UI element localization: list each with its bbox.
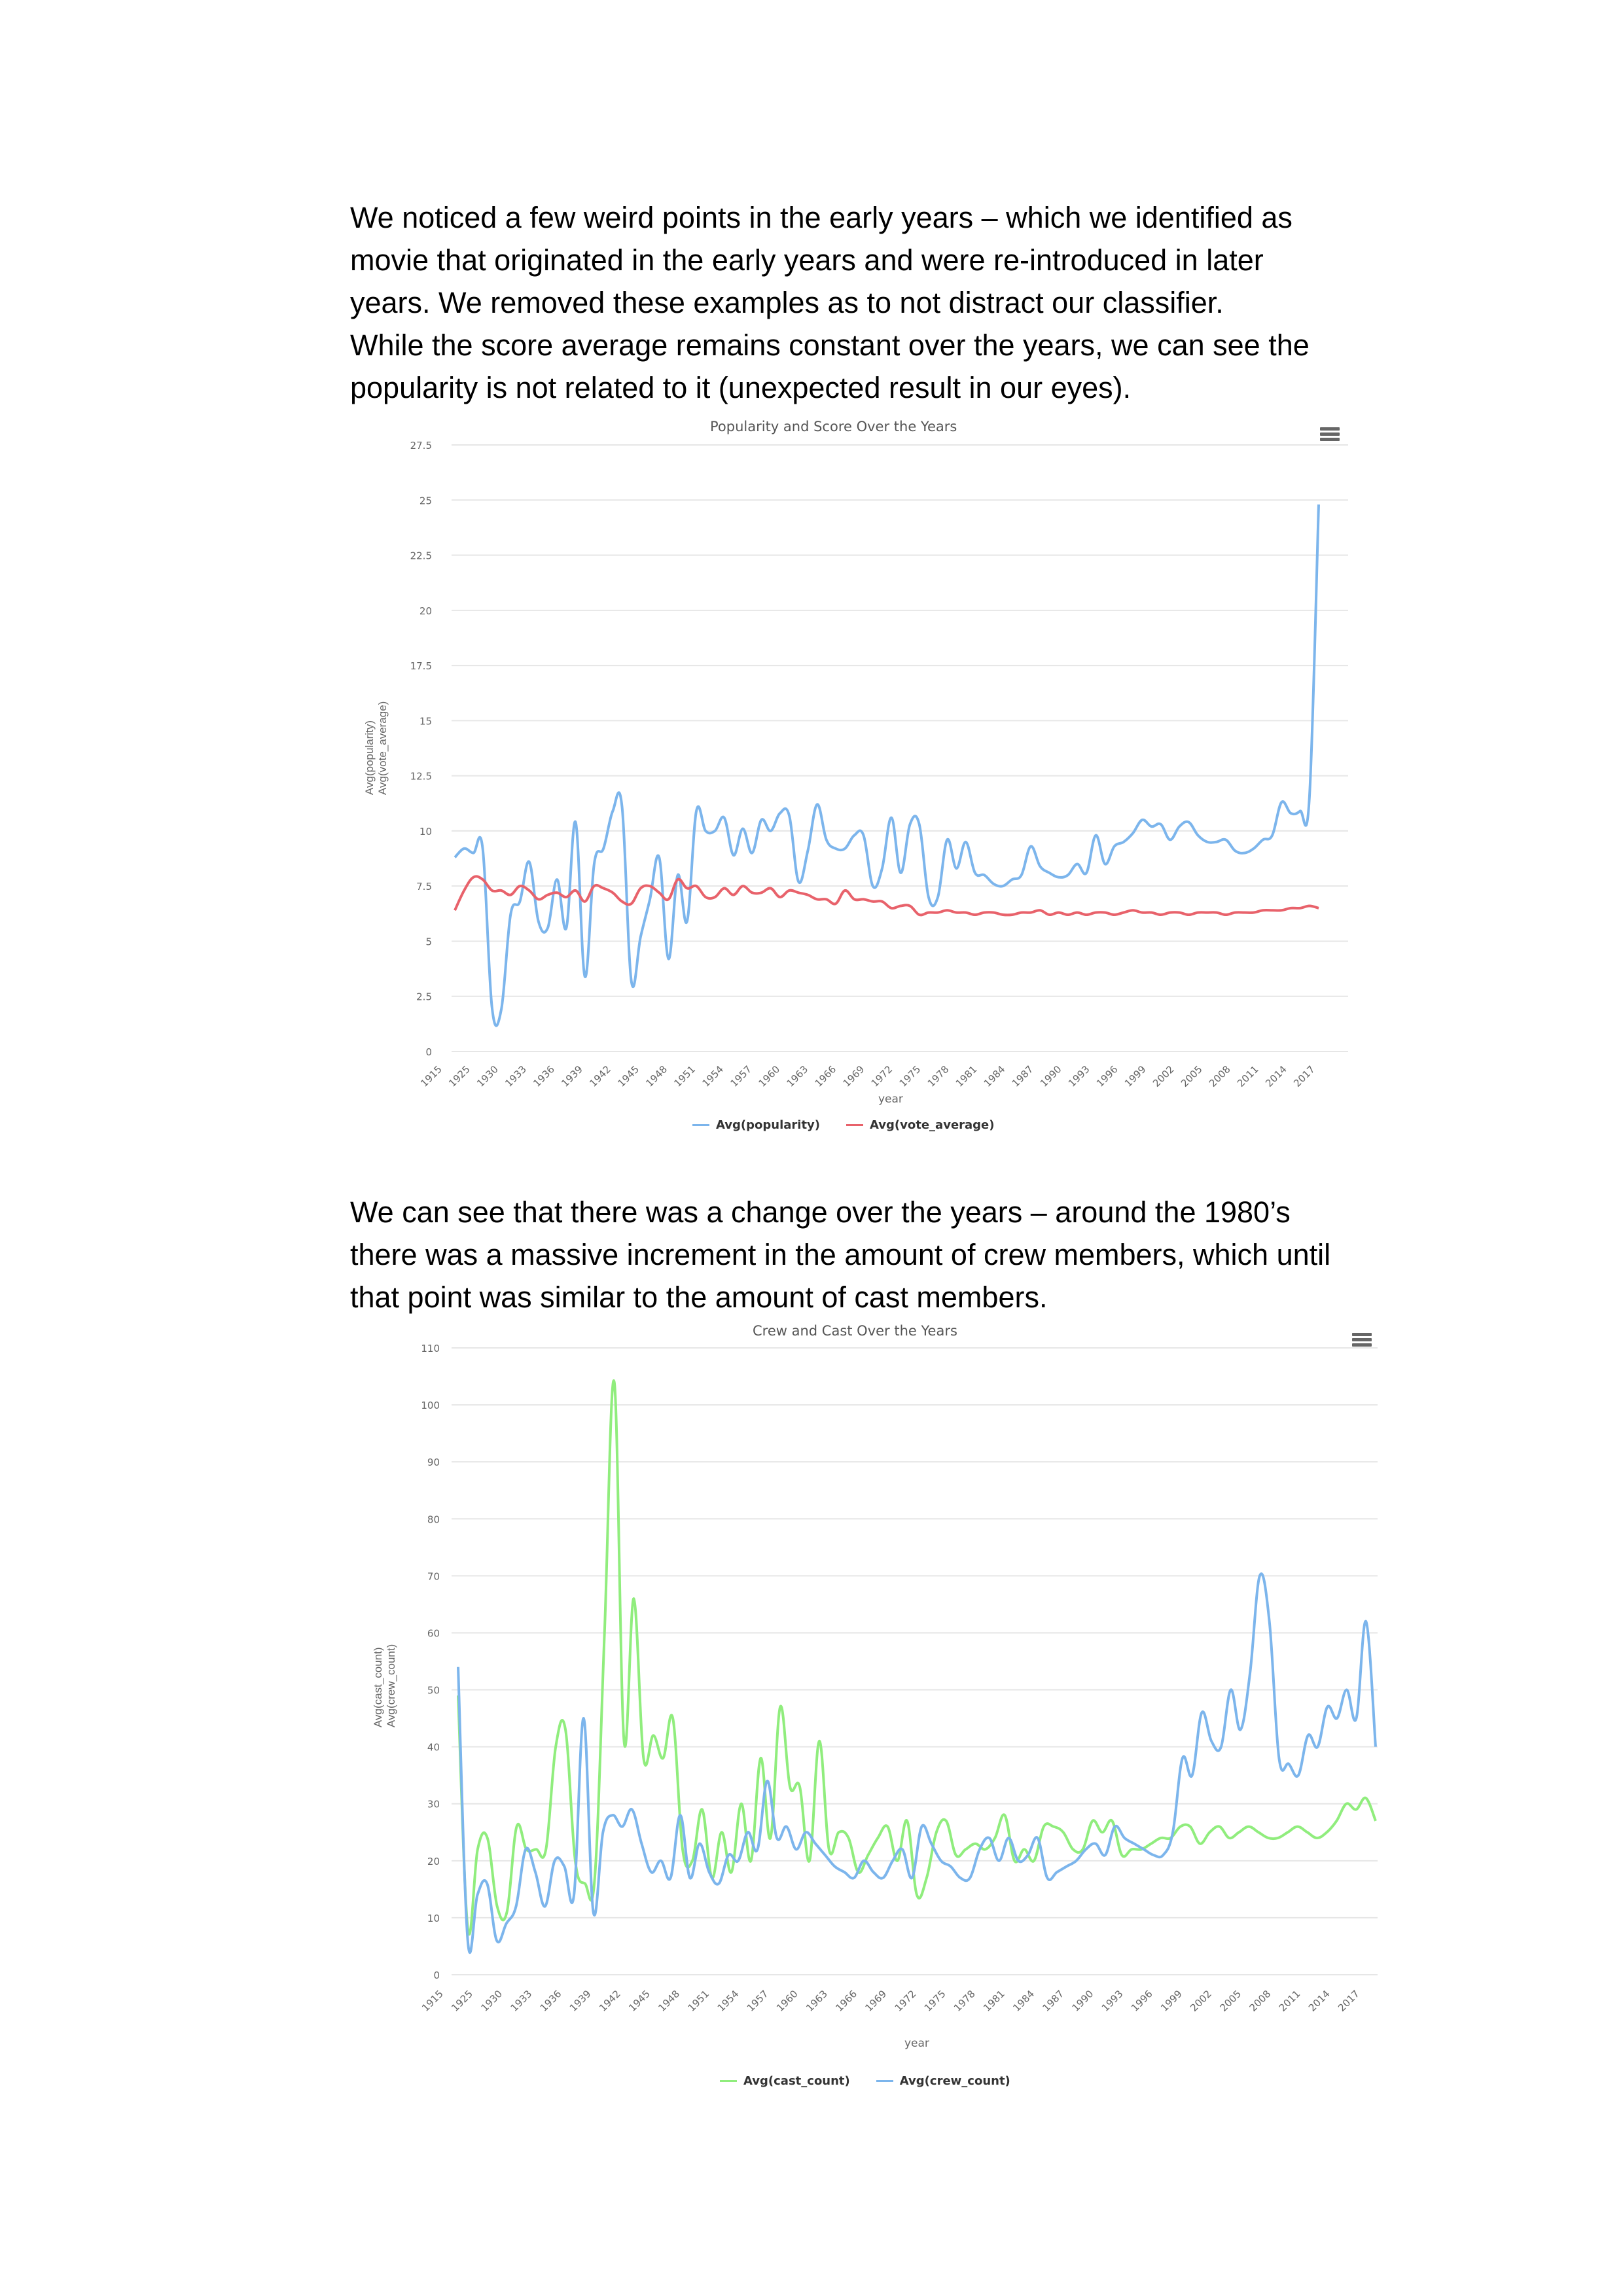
y-tick-label: 100	[421, 1400, 440, 1412]
y-tick-label: 40	[427, 1741, 440, 1754]
crew-line: that point was similar to the amount of cast members.	[350, 1280, 1048, 1314]
x-tick-label: 1990	[1069, 1988, 1096, 2014]
x-tick-label: 2017	[1291, 1063, 1317, 1089]
x-tick-label: 1972	[868, 1063, 895, 1089]
x-tick-label: 2005	[1217, 1988, 1244, 2014]
x-tick-label: 2002	[1188, 1988, 1215, 2014]
x-tick-label: 1942	[587, 1063, 614, 1089]
y-tick-label: 20	[419, 605, 432, 617]
x-tick-label: 1987	[1009, 1063, 1036, 1089]
x-tick-label: 1948	[656, 1988, 683, 2014]
chart-title: Popularity and Score Over the Years	[710, 419, 957, 434]
y-tick-label: 10	[419, 825, 432, 838]
y-tick-label: 2.5	[416, 991, 432, 1003]
x-tick-label: 1999	[1158, 1988, 1185, 2014]
x-axis-label: year	[878, 1093, 903, 1106]
y-tick-label: 27.5	[410, 440, 432, 451]
chart-title: Crew and Cast Over the Years	[753, 1323, 957, 1339]
y-tick-label: 80	[427, 1513, 440, 1526]
y-tick-label: 17.5	[410, 660, 432, 673]
x-tick-label: 1975	[897, 1063, 923, 1089]
x-tick-label: 1939	[559, 1063, 585, 1089]
intro-line: We noticed a few weird points in the early years – which we identified as	[350, 201, 1293, 234]
x-tick-label: 2002	[1150, 1063, 1177, 1089]
x-tick-label: 1993	[1099, 1988, 1126, 2014]
y-tick-label: 15	[419, 715, 432, 728]
y-tick-label: 60	[427, 1627, 440, 1640]
crew-line: there was a massive increment in the amount of crew members, which until	[350, 1238, 1331, 1271]
legend-label: Avg(crew_count)	[899, 2074, 1010, 2088]
legend-swatch	[876, 2080, 893, 2082]
x-tick-label: 1984	[981, 1063, 1008, 1089]
chart-legend	[720, 2074, 1010, 2088]
x-tick-label: 1969	[863, 1988, 889, 2014]
intro-line: movie that originated in the early years and were re-introduced in later	[350, 243, 1264, 277]
x-tick-label: 1957	[728, 1063, 755, 1089]
x-tick-label: 1954	[700, 1063, 726, 1089]
x-tick-label: 1915	[418, 1063, 444, 1089]
x-tick-label: 1975	[921, 1988, 948, 2014]
x-tick-label: 2017	[1336, 1988, 1362, 2014]
x-tick-label: 1933	[503, 1063, 529, 1089]
x-tick-label: 1963	[804, 1988, 830, 2014]
x-tick-label: 1954	[715, 1988, 741, 2014]
intro-line: years. We removed these examples as to not distract our classifier.	[350, 286, 1224, 319]
x-tick-label: 1978	[952, 1988, 978, 2014]
x-tick-label: 1969	[840, 1063, 867, 1089]
y-tick-label: 22.5	[410, 550, 432, 562]
x-tick-label: 1948	[643, 1063, 670, 1089]
x-tick-label: 1960	[774, 1988, 800, 2014]
x-tick-label: 1951	[685, 1988, 712, 2014]
intro-line: While the score average remains constant over the years, we can see the	[350, 328, 1310, 362]
y-tick-label: 5	[425, 936, 432, 948]
y-axis-label-line: Avg(cast_count)	[372, 1647, 384, 1727]
x-tick-label: 1963	[784, 1063, 811, 1089]
y-tick-label: 20	[427, 1855, 440, 1867]
x-tick-label: 2011	[1276, 1988, 1303, 2014]
y-axis-label-line: Avg(popularity)	[363, 720, 376, 795]
legend-label: Avg(vote_average)	[870, 1118, 995, 1132]
x-tick-label: 1984	[1010, 1988, 1037, 2014]
x-tick-label: 1993	[1065, 1063, 1092, 1089]
x-tick-label: 1990	[1037, 1063, 1064, 1089]
x-tick-label: 1999	[1122, 1063, 1149, 1089]
y-tick-label: 30	[427, 1798, 440, 1810]
crew-line: We can see that there was a change over the years – around the 1980’s	[350, 1195, 1291, 1229]
intro-line: popularity is not related to it (unexpected result in our eyes).	[350, 371, 1132, 404]
x-tick-label: 2008	[1207, 1063, 1233, 1089]
x-tick-label: 1936	[537, 1988, 564, 2014]
x-tick-label: 1951	[671, 1063, 698, 1089]
y-tick-label: 0	[425, 1046, 432, 1058]
y-axis-label-line: Avg(vote_average)	[376, 701, 389, 795]
legend-item-cast-count[interactable]	[720, 2074, 850, 2088]
x-tick-label: 1933	[508, 1988, 535, 2014]
y-tick-label: 7.5	[416, 881, 432, 893]
x-axis-label: year	[904, 2037, 929, 2050]
x-tick-label: 1945	[626, 1988, 652, 2014]
x-tick-label: 2014	[1263, 1063, 1289, 1089]
x-tick-label: 1978	[925, 1063, 952, 1089]
y-axis-label-line: Avg(crew_count)	[385, 1644, 397, 1727]
x-tick-label: 1972	[892, 1988, 919, 2014]
x-tick-label: 1930	[474, 1063, 501, 1089]
x-tick-label: 2011	[1235, 1063, 1261, 1089]
x-tick-label: 1981	[953, 1063, 980, 1089]
x-tick-label: 1996	[1128, 1988, 1155, 2014]
y-tick-label: 90	[427, 1457, 440, 1469]
legend-swatch	[720, 2080, 737, 2082]
x-tick-label: 1996	[1094, 1063, 1120, 1089]
x-tick-label: 1939	[567, 1988, 594, 2014]
y-tick-label: 70	[427, 1570, 440, 1583]
x-tick-label: 1942	[597, 1988, 623, 2014]
x-tick-label: 1981	[981, 1988, 1007, 2014]
x-tick-label: 1925	[446, 1063, 473, 1089]
x-tick-label: 1966	[833, 1988, 860, 2014]
y-tick-label: 12.5	[410, 770, 432, 783]
x-tick-label: 2008	[1247, 1988, 1274, 2014]
x-tick-label: 1925	[449, 1988, 475, 2014]
y-tick-label: 0	[433, 1969, 440, 1981]
legend-label: Avg(popularity)	[716, 1118, 821, 1132]
x-tick-label: 1945	[615, 1063, 642, 1089]
y-tick-label: 110	[421, 1343, 440, 1354]
x-tick-label: 1966	[812, 1063, 839, 1089]
legend-label: Avg(cast_count)	[743, 2074, 850, 2088]
y-tick-label: 25	[419, 495, 432, 507]
x-tick-label: 1987	[1040, 1988, 1067, 2014]
x-tick-label: 1930	[478, 1988, 505, 2014]
x-tick-label: 2014	[1306, 1988, 1332, 2014]
legend-item-crew-count[interactable]	[876, 2074, 1010, 2088]
x-tick-label: 1915	[419, 1988, 446, 2014]
x-tick-label: 2005	[1178, 1063, 1205, 1089]
x-tick-label: 1960	[756, 1063, 783, 1089]
y-tick-label: 50	[427, 1684, 440, 1697]
x-tick-label: 1936	[531, 1063, 557, 1089]
y-tick-label: 10	[427, 1912, 440, 1924]
x-tick-label: 1957	[744, 1988, 771, 2014]
